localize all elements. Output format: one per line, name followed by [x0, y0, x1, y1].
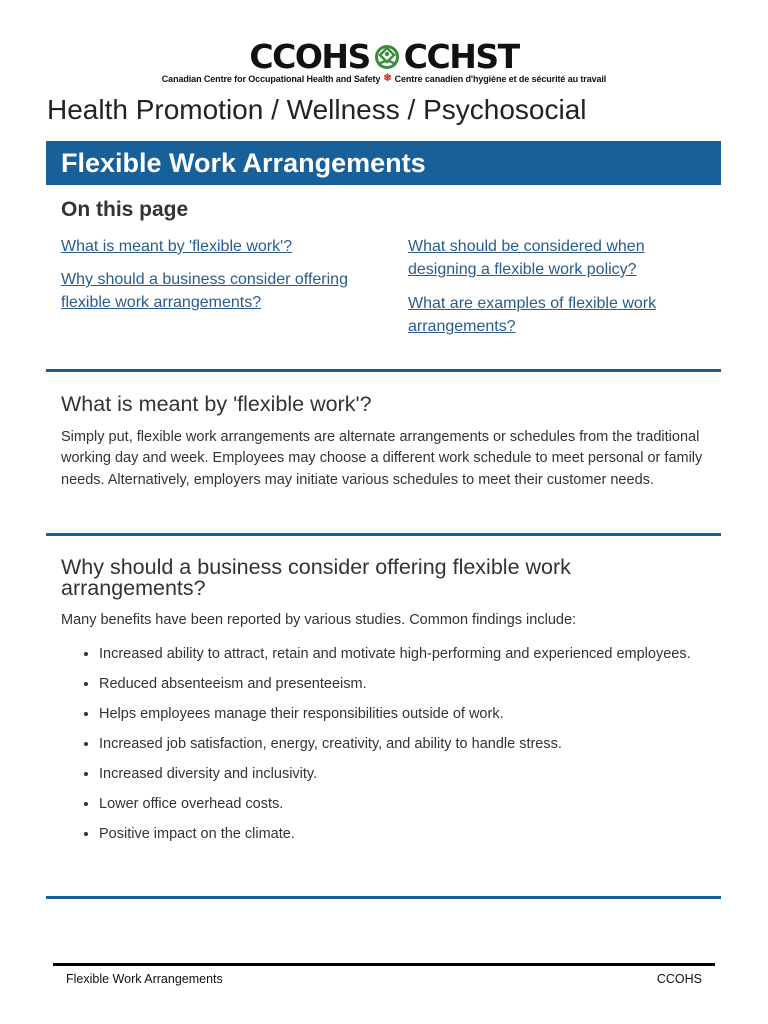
- toc-link-why-consider[interactable]: Why should a business consider offering flexible work arrangements?: [61, 271, 348, 311]
- footer-document-title: Flexible Work Arrangements: [66, 972, 223, 986]
- toc-link-flexible-work[interactable]: What is meant by 'flexible work'?: [61, 238, 293, 255]
- list-item: • Reduced absenteeism and presenteeism.: [99, 674, 719, 695]
- list-item: • Increased ability to attract, retain and motivate high-performing and experienced employees.: [99, 644, 719, 665]
- list-item: • Positive impact on the climate.: [99, 824, 719, 845]
- section-body-flexible-work: Simply put, flexible work arrangements are alternate arrangements or schedules from the traditional working day and week. Employees may choose a different work schedule to meet personal or family needs. Alternatively, employers may initiate various schedules to meet their customer needs.: [61, 429, 703, 488]
- section-divider: [46, 896, 721, 899]
- toc-heading: On this page: [61, 198, 189, 221]
- section-title-why-consider: Why should a business consider offering flexible work arrangements?: [61, 555, 571, 600]
- logo-tagline-fr: Centre canadien d'hygiène et de sécurité au travail: [394, 74, 607, 84]
- site-logo[interactable]: [0, 37, 768, 84]
- benefits-list: [61, 644, 719, 854]
- list-item: • Helps employees manage their responsibilities outside of work.: [99, 704, 719, 725]
- logo-tagline-en: Canadian Centre for Occupational Health and Safety: [161, 74, 381, 84]
- logo-wordmark: [249, 37, 519, 76]
- list-item: • Lower office overhead costs.: [99, 794, 719, 815]
- ccohs-emblem-icon: [373, 43, 401, 71]
- section-divider: [46, 533, 721, 536]
- list-item: • Increased diversity and inclusivity.: [99, 764, 719, 785]
- logo-right-text: CCHST: [403, 37, 519, 76]
- section-divider: [46, 369, 721, 372]
- maple-leaf-icon: ❄: [383, 73, 392, 84]
- toc-link-policy-considerations[interactable]: What should be considered when designing a flexible work policy?: [408, 238, 645, 278]
- section-intro-why-consider: Many benefits have been reported by various studies. Common findings include:: [61, 612, 577, 628]
- logo-tagline: [0, 74, 768, 84]
- footer-organization: CCOHS: [656, 972, 702, 986]
- toc-link-examples[interactable]: What are examples of flexible work arrangements?: [408, 295, 657, 335]
- section-title-flexible-work: What is meant by 'flexible work'?: [61, 392, 372, 416]
- logo-left-text: CCOHS: [249, 37, 370, 76]
- breadcrumb: Health Promotion / Wellness / Psychosocial: [47, 94, 587, 125]
- list-item: • Increased job satisfaction, energy, creativity, and ability to handle stress.: [99, 734, 719, 755]
- page-title-banner: [46, 141, 721, 185]
- footer-divider: [53, 963, 715, 966]
- page-title: Flexible Work Arrangements: [61, 148, 426, 178]
